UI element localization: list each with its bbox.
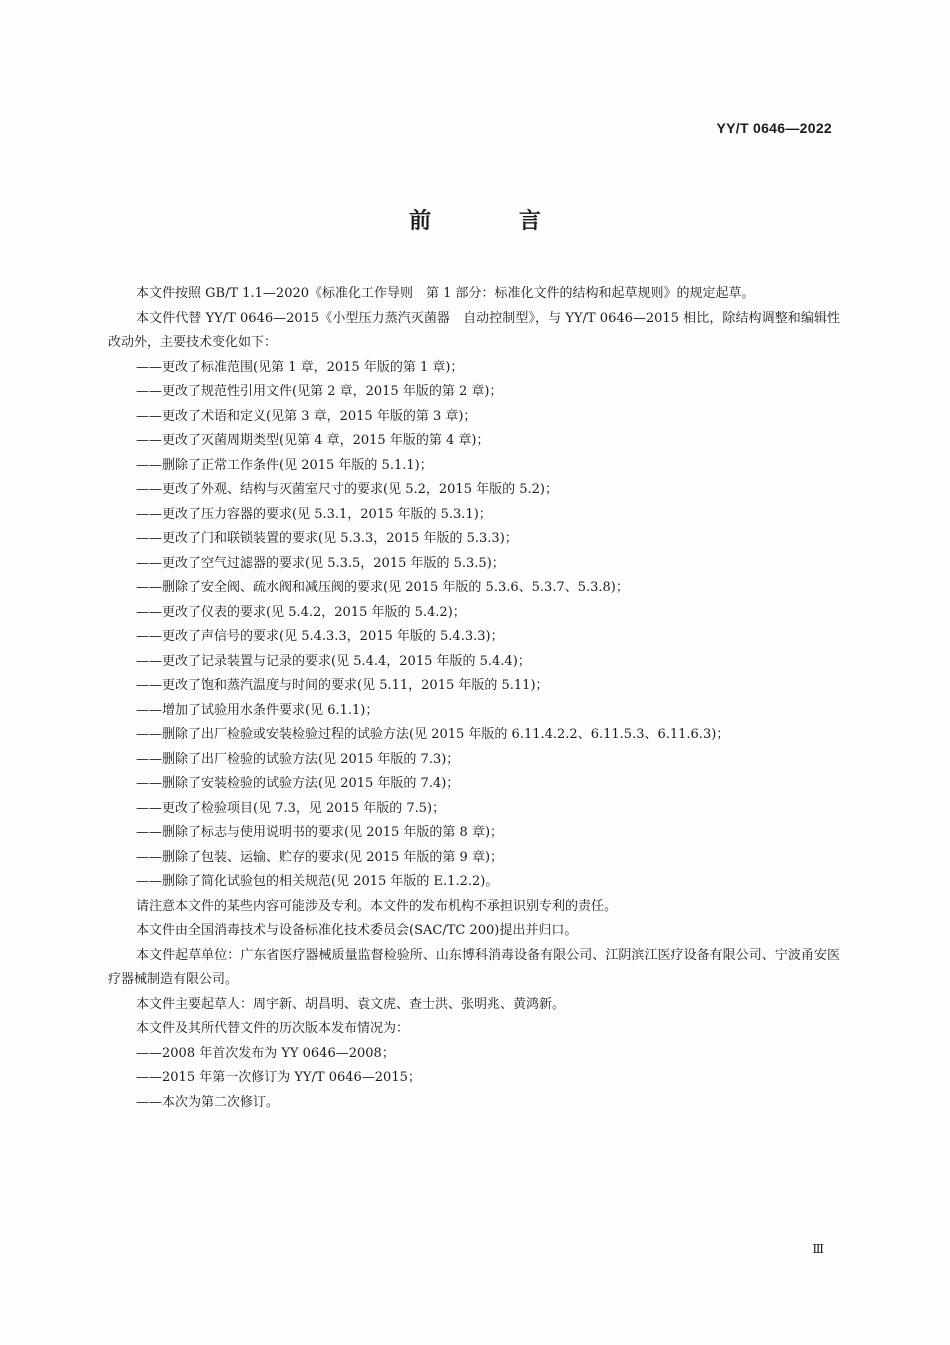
standard-code: YY/T 0646—2022 xyxy=(716,120,832,136)
list-item: ——更改了规范性引用文件(见第 2 章，2015 年版的第 2 章)； xyxy=(136,384,503,399)
intro-paragraph: 本文件按照 GB/T 1.1—2020《标准化工作导则 第 1 部分：标准化文件的结构和起草规则》的规定起草。 xyxy=(136,286,755,301)
list-item: ——2015 年第一次修订为 YY/T 0646—2015； xyxy=(136,1070,421,1085)
patent-notice: 请注意本文件的某些内容可能涉及专利。本文件的发布机构不承担识别专利的责任。 xyxy=(136,898,618,914)
list-item: ——删除了正常工作条件(见 2015 年版的 5.1.1)； xyxy=(136,457,433,473)
history-intro: 本文件及其所代替文件的历次版本发布情况为： xyxy=(136,1021,410,1036)
list-item: ——本次为第二次修订。 xyxy=(136,1094,280,1110)
changes-list xyxy=(108,356,840,895)
list-item: ——删除了安装检验的试验方法(见 2015 年版的 7.4)； xyxy=(136,776,460,791)
list-item: ——更改了压力容器的要求(见 5.3.1，2015 年版的 5.3.1)； xyxy=(136,506,492,522)
list-item: ——更改了饱和蒸汽温度与时间的要求(见 5.11，2015 年版的 5.11)； xyxy=(136,678,549,693)
list-item: ——删除了出厂检验或安装检验过程的试验方法(见 2015 年版的 6.11.4.2.2、6.11.5.3、6.11.6.3)； xyxy=(136,727,730,742)
list-item: ——更改了仪表的要求(见 5.4.2，2015 年版的 5.4.2)； xyxy=(136,604,466,620)
intro-paragraph: 本文件代替 YY/T 0646—2015《小型压力蒸汽灭菌器 自动控制型》，与 YY/T 0646—2015 相比，除结构调整和编辑性改动外，主要技术变化如下： xyxy=(108,310,840,350)
list-item: ——删除了包装、运输、贮存的要求(见 2015 年版的第 9 章)； xyxy=(136,849,504,865)
history-list xyxy=(108,1042,840,1116)
drafters: 本文件主要起草人：周宇新、胡昌明、袁文虎、查士洪、张明兆、黄鸿新。 xyxy=(136,996,566,1012)
committee-paragraph: 本文件由全国消毒技术与设备标准化技术委员会(SAC/TC 200)提出并归口。 xyxy=(136,923,578,938)
list-item: ——增加了试验用水条件要求(见 6.1.1)； xyxy=(136,702,379,718)
list-item: ——删除了安全阀、疏水阀和减压阀的要求(见 2015 年版的 5.3.6、5.3.7、5.3.8)； xyxy=(136,580,629,595)
page-number: Ⅲ xyxy=(812,1242,824,1256)
list-item: ——更改了记录装置与记录的要求(见 5.4.4，2015 年版的 5.4.4)； xyxy=(136,653,531,669)
page-title: 前 言 xyxy=(409,209,581,234)
list-item: ——更改了检验项目(见 7.3，见 2015 年版的 7.5)； xyxy=(136,800,446,816)
list-item: ——更改了空气过滤器的要求(见 5.3.5，2015 年版的 5.3.5)； xyxy=(136,555,505,571)
list-item: ——删除了简化试验包的相关规范(见 2015 年版的 E.1.2.2)。 xyxy=(136,874,499,889)
list-item: ——更改了外观、结构与灭菌室尺寸的要求(见 5.2，2015 年版的 5.2)； xyxy=(136,482,558,497)
list-item: ——删除了出厂检验的试验方法(见 2015 年版的 7.3)； xyxy=(136,751,460,767)
list-item: ——更改了门和联锁装置的要求(见 5.3.3，2015 年版的 5.3.3)； xyxy=(136,531,518,546)
list-item: ——删除了标志与使用说明书的要求(见 2015 年版的第 8 章)； xyxy=(136,825,504,840)
list-item: ——更改了声信号的要求(见 5.4.3.3，2015 年版的 5.4.3.3)； xyxy=(136,629,504,644)
preface-body xyxy=(108,282,840,1115)
list-item: ——更改了标准范围(见第 1 章，2015 年版的第 1 章)； xyxy=(136,359,464,375)
list-item: ——更改了灭菌周期类型(见第 4 章，2015 年版的第 4 章)； xyxy=(136,433,490,448)
drafting-units: 本文件起草单位：广东省医疗器械质量监督检验所、山东博科消毒设备有限公司、江阴滨江医疗设备有限公司、宁波甬安医疗器械制造有限公司。 xyxy=(108,947,840,987)
list-item: ——更改了术语和定义(见第 3 章，2015 年版的第 3 章)； xyxy=(136,408,477,424)
list-item: ——2008 年首次发布为 YY 0646—2008； xyxy=(136,1045,395,1061)
